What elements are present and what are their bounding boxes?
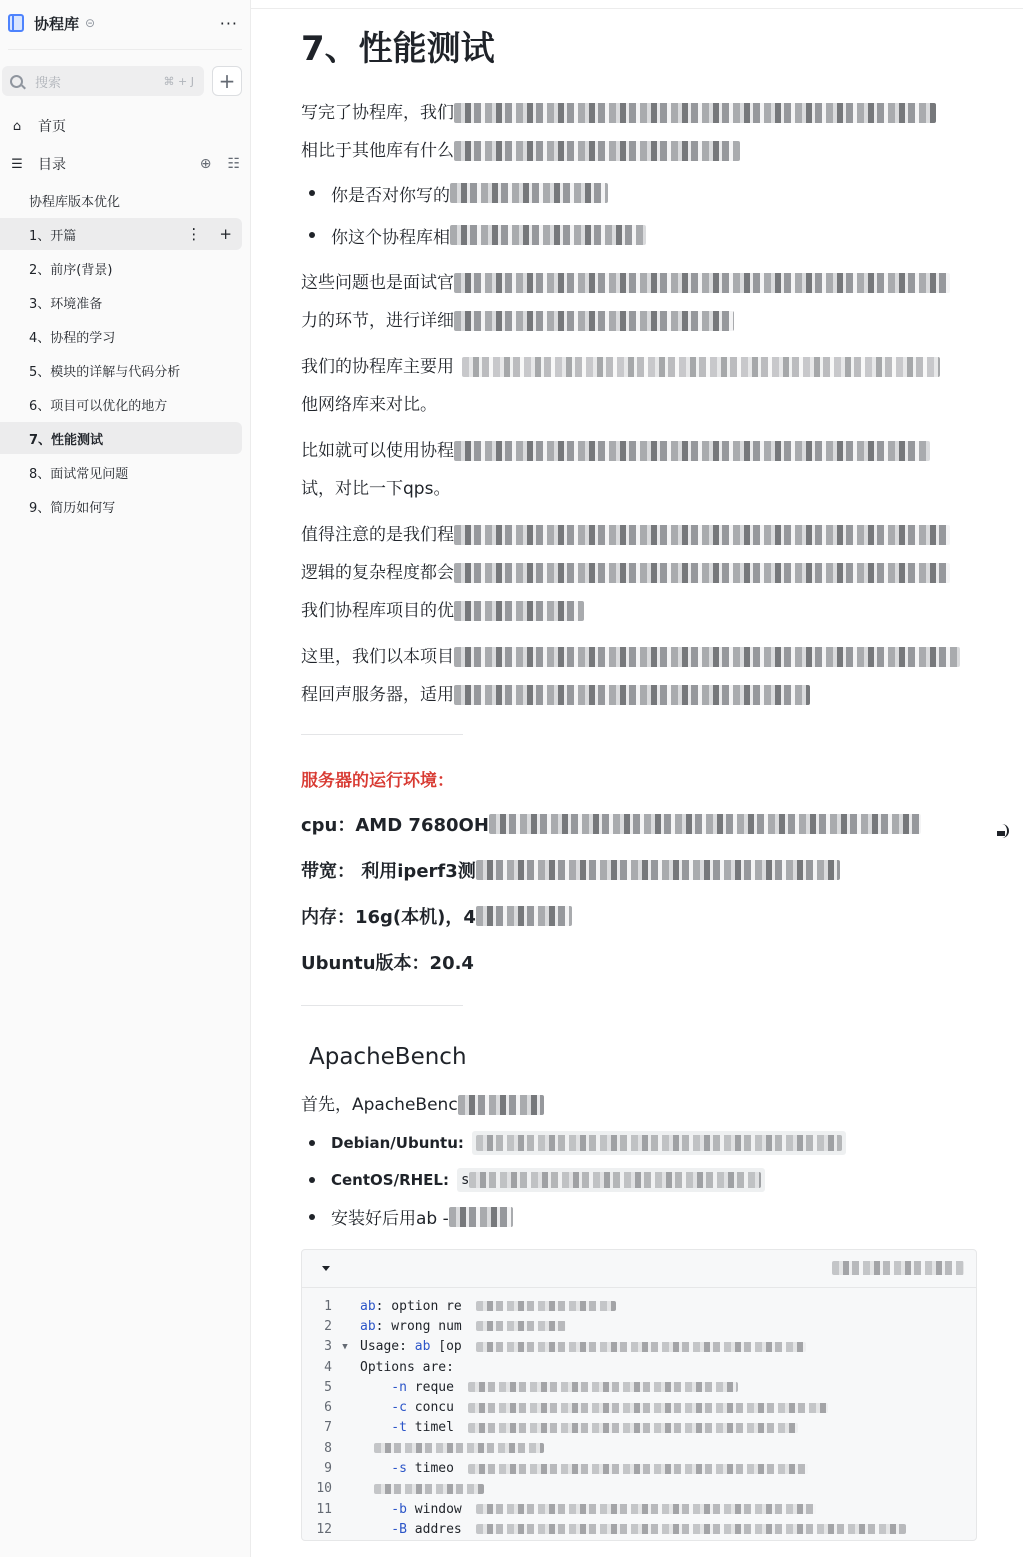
toc-list — [0, 184, 250, 522]
redacted-text — [454, 103, 936, 123]
redacted-text — [454, 563, 950, 583]
redacted-text — [454, 601, 584, 621]
text: 逻辑的复杂程度都会 — [301, 563, 454, 583]
text: 我们协程库项目的优 — [301, 601, 454, 621]
text: 力的环节，进行详细 — [301, 311, 454, 331]
section-heading-apachebench: ApacheBench — [309, 1044, 467, 1070]
line-number: 4 — [324, 1359, 332, 1375]
search-shortcut: ⌘ + J — [163, 74, 194, 88]
sidebar-divider — [8, 49, 242, 50]
toc-item[interactable] — [0, 286, 242, 318]
book-icon — [8, 14, 24, 32]
redacted-text — [469, 1172, 761, 1188]
bullet-list — [301, 1124, 991, 1235]
code-text: -t timel — [360, 1420, 454, 1436]
redacted-text — [468, 1464, 808, 1474]
redacted-text — [468, 1382, 738, 1392]
line-number: 1 — [324, 1298, 332, 1314]
code-line — [302, 1479, 976, 1499]
paragraph — [301, 1086, 991, 1124]
spec-line: 内存：16g(本机)，4 — [301, 893, 991, 939]
toc-item[interactable] — [0, 354, 242, 386]
line-number: 10 — [316, 1481, 332, 1497]
toc-item[interactable] — [0, 388, 242, 420]
redacted-text — [374, 1484, 484, 1494]
toc-item-label: 2、前序(背景) — [29, 262, 113, 278]
redacted-text — [374, 1443, 544, 1453]
list-item: 你这个协程库相 — [301, 214, 991, 256]
lock-icon: ⊝ — [85, 16, 96, 30]
locate-icon[interactable]: ⊕ — [199, 156, 212, 172]
toc-item[interactable] — [0, 218, 242, 250]
list-item: 安装好后用ab - — [301, 1198, 991, 1235]
code-line — [302, 1499, 976, 1519]
add-child-icon[interactable]: + — [219, 225, 232, 243]
code-line — [302, 1337, 976, 1357]
space-title[interactable]: 协程库 — [34, 14, 80, 33]
divider — [301, 734, 463, 735]
code-text: ab: option re — [360, 1298, 462, 1314]
redacted-text — [489, 814, 921, 834]
code-body — [302, 1288, 976, 1540]
toc-item-actions — [186, 225, 232, 243]
toc-item[interactable] — [0, 252, 242, 284]
code-text: Usage: ab [op — [360, 1339, 462, 1355]
inline-code — [472, 1131, 846, 1155]
code-line — [302, 1438, 976, 1458]
sidebar-item-toc[interactable] — [0, 146, 250, 182]
paragraph — [301, 94, 991, 170]
code-text: -c concu — [360, 1400, 454, 1416]
redacted-text — [454, 441, 930, 461]
toc-item[interactable] — [0, 456, 242, 488]
text: 值得注意的是我们程 — [301, 525, 454, 545]
home-icon: ⌂ — [12, 118, 22, 134]
redacted-text — [454, 311, 734, 331]
list-item: CentOS/RHEL: s — [301, 1161, 991, 1198]
toc-item[interactable] — [0, 320, 242, 352]
toc-item-label: 协程库版本优化 — [29, 194, 121, 210]
redacted-text — [476, 1321, 566, 1331]
code-line — [302, 1357, 976, 1377]
toc-item-label: 7、性能测试 — [29, 432, 104, 448]
line-number: 6 — [324, 1400, 332, 1416]
document-content — [301, 26, 991, 1541]
text: 他网络库来对比。 — [301, 395, 437, 415]
code-block-header — [302, 1250, 976, 1288]
redacted-text — [450, 225, 646, 245]
code-text: -b window — [360, 1501, 462, 1517]
code-line — [302, 1397, 976, 1417]
paragraph — [301, 264, 991, 340]
spec-line: cpu：AMD 7680OH — [301, 801, 991, 847]
spec-line: Ubuntu版本：20.4 — [301, 953, 474, 974]
redacted-text — [476, 1504, 816, 1514]
chevron-down-icon[interactable] — [322, 1266, 330, 1271]
code-text: ab: wrong num — [360, 1318, 462, 1334]
redacted-text — [450, 183, 608, 203]
redacted-text — [476, 1524, 906, 1534]
list-item: 你是否对你写的 — [301, 172, 991, 214]
text: 试，对比一下qps。 — [301, 479, 451, 499]
line-number: 8 — [324, 1440, 332, 1456]
toc-tools — [200, 156, 240, 172]
code-text: -s timeo — [360, 1461, 454, 1477]
redacted-text — [468, 1403, 828, 1413]
toc-item-label: 9、简历如何写 — [29, 500, 116, 516]
paragraph — [301, 516, 991, 630]
text: 写完了协程库，我们 — [301, 103, 454, 123]
code-text: -n reque — [360, 1379, 454, 1395]
spec-line: 带宽： 利用iperf3测 — [301, 847, 991, 893]
divider — [301, 1005, 463, 1006]
sidebar — [0, 0, 251, 1557]
toc-item-label: 4、协程的学习 — [29, 330, 116, 346]
sidebar-item-home[interactable] — [0, 108, 250, 144]
redacted-text — [454, 525, 950, 545]
paragraph — [301, 348, 991, 424]
code-line — [302, 1316, 976, 1336]
text: 比如就可以使用协程 — [301, 441, 454, 461]
redacted-text — [449, 1207, 513, 1227]
more-options-button[interactable]: ··· — [219, 13, 238, 33]
redacted-text — [462, 357, 940, 377]
text: 这里，我们以本项目 — [301, 647, 454, 667]
line-number: 12 — [316, 1521, 332, 1537]
redacted-text — [476, 1135, 842, 1151]
line-number: 9 — [324, 1461, 332, 1477]
search-icon — [10, 75, 23, 88]
top-divider — [251, 8, 1023, 9]
code-line — [302, 1519, 976, 1539]
search-input[interactable] — [2, 66, 204, 96]
search-placeholder: 搜索 — [35, 75, 62, 91]
text: 我们的协程库主要用 — [301, 357, 454, 377]
paragraph — [301, 432, 991, 508]
line-number: 3 — [324, 1339, 332, 1355]
text: 首先，ApacheBenc — [301, 1095, 458, 1115]
bullet-list — [301, 172, 991, 256]
redacted-text — [454, 141, 740, 161]
toc-item-label: 1、开篇 — [29, 228, 77, 244]
toc-item-label: 6、项目可以优化的地方 — [29, 398, 168, 414]
list-item: Debian/Ubuntu: — [301, 1124, 991, 1161]
search-row — [0, 66, 250, 96]
page-title: 7、性能测试 — [301, 29, 495, 69]
redacted-text — [476, 1342, 806, 1352]
toc-item[interactable] — [0, 184, 242, 216]
code-text: -B addres — [360, 1521, 462, 1537]
sidebar-item-label: 目录 — [38, 157, 66, 173]
comment-icon[interactable] — [995, 824, 1009, 838]
text: 程回声服务器，适用 — [301, 685, 454, 705]
redacted-text — [458, 1095, 544, 1115]
line-number: 2 — [324, 1318, 332, 1334]
code-line — [302, 1418, 976, 1438]
toc-item-label: 8、面试常见问题 — [29, 466, 129, 482]
collapse-list-icon[interactable]: ☷ — [227, 156, 240, 172]
redacted-text — [476, 906, 572, 926]
toc-item-label: 3、环境准备 — [29, 296, 103, 312]
line-number: 5 — [324, 1379, 332, 1395]
code-line — [302, 1296, 976, 1316]
sidebar-item-label: 首页 — [38, 119, 66, 135]
inline-code: s — [457, 1168, 765, 1192]
more-vertical-icon[interactable]: ⋮ — [186, 225, 202, 243]
line-number: 7 — [324, 1420, 332, 1436]
toc-item-label: 5、模块的详解与代码分析 — [29, 364, 181, 380]
code-text: Options are: — [360, 1359, 454, 1375]
toc-item-active[interactable] — [0, 422, 242, 454]
redacted-text — [454, 273, 950, 293]
add-button[interactable]: + — [212, 66, 242, 96]
sidebar-header — [0, 0, 250, 46]
redacted-text — [454, 685, 810, 705]
toc-list-icon: ☰ — [11, 156, 23, 172]
code-line — [302, 1458, 976, 1478]
text: 相比于其他库有什么 — [301, 141, 454, 161]
text: 这些问题也是面试官 — [301, 273, 454, 293]
code-block[interactable] — [301, 1249, 977, 1541]
redacted-text — [468, 1423, 798, 1433]
line-number: 11 — [316, 1501, 332, 1517]
toc-item[interactable] — [0, 490, 242, 522]
redacted-text — [476, 1301, 616, 1311]
redacted-text — [832, 1261, 964, 1275]
fold-toggle-icon[interactable]: ▼ — [342, 1341, 348, 1352]
section-heading: 服务器的运行环境： — [301, 770, 454, 791]
redacted-text — [476, 860, 840, 880]
redacted-text — [454, 647, 960, 667]
document-area — [251, 0, 1023, 1557]
code-line — [302, 1377, 976, 1397]
paragraph — [301, 638, 991, 714]
